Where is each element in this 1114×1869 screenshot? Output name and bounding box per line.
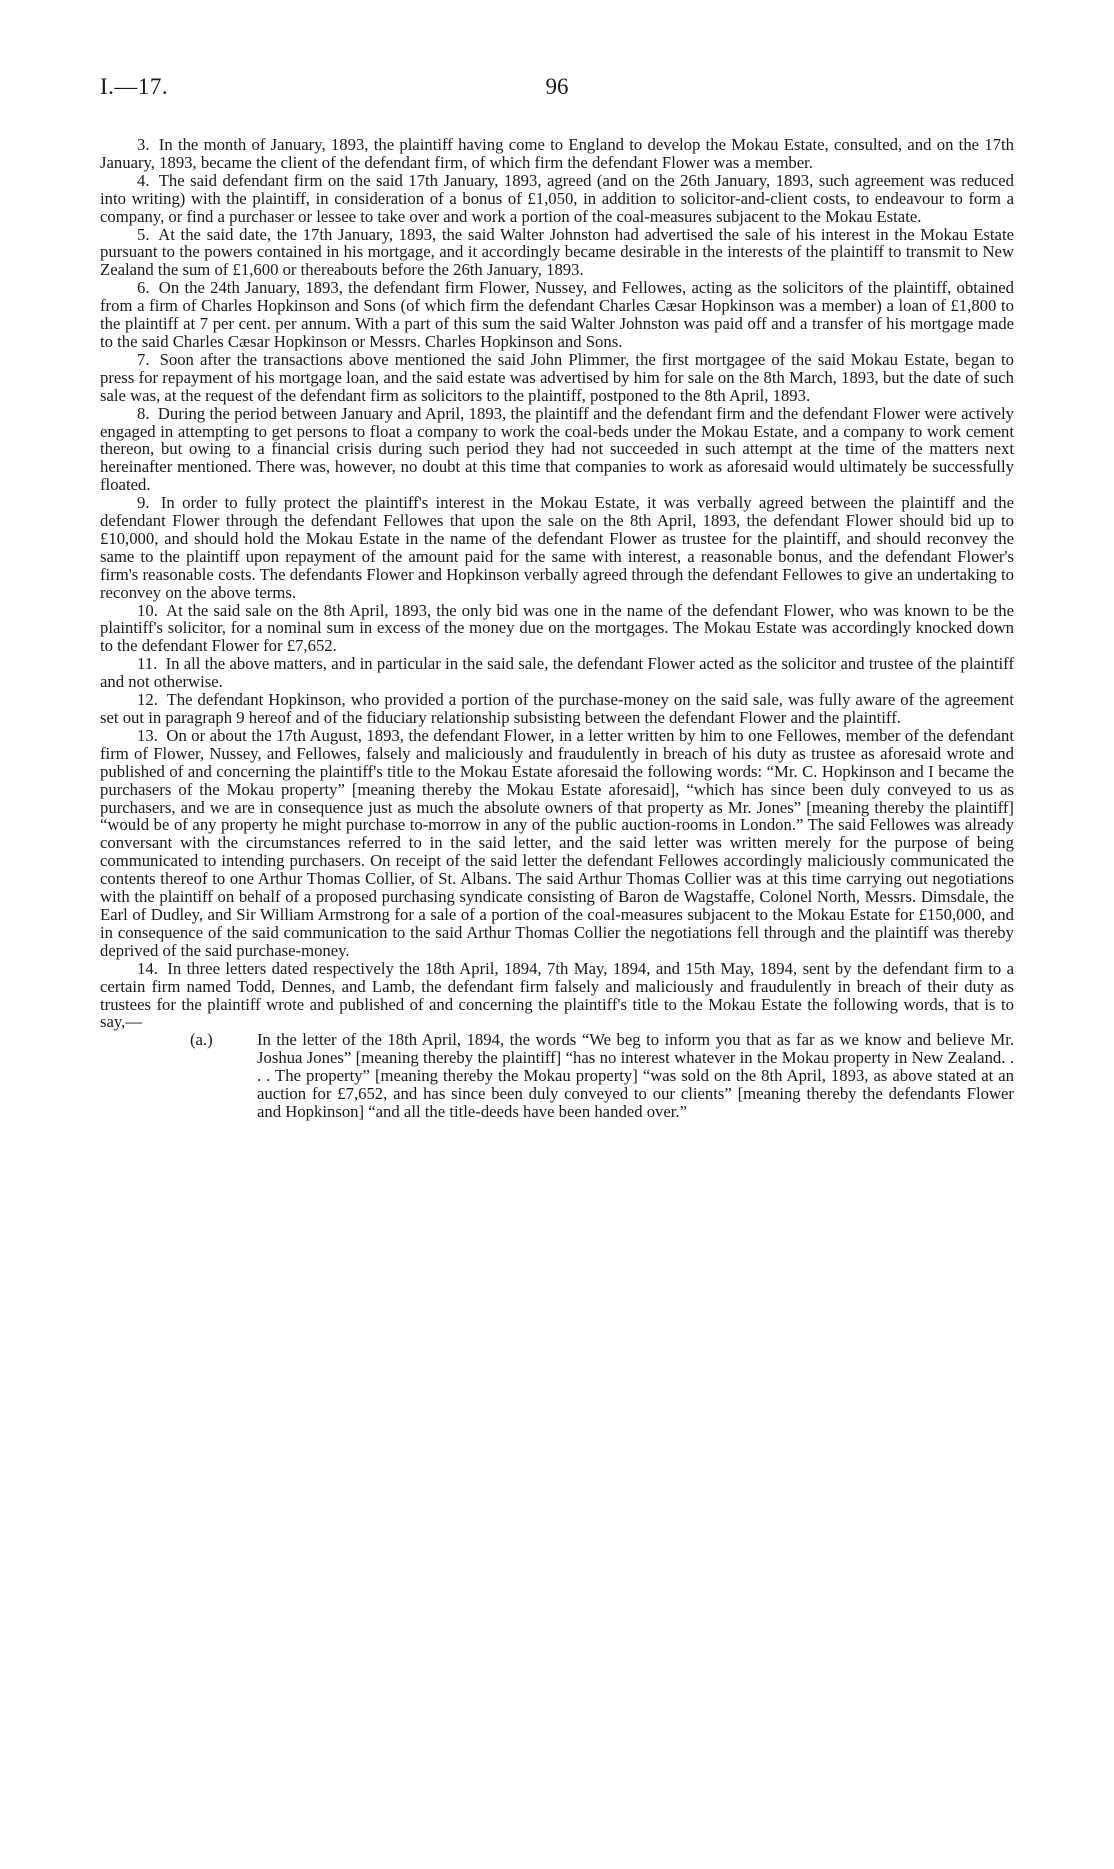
paragraph-10 (100, 602, 1014, 656)
paragraph-7 (100, 351, 1014, 405)
paragraph-number: 12. (137, 690, 158, 710)
paragraph-11 (100, 655, 1014, 691)
paragraph-number: 5. (137, 224, 150, 244)
paragraph-text: Soon after the transactions above mentioned the said John Plimmer, the first mortgagee of the said Mokau Estate, began to press for repayment of his mortgage loan, and the said estate was advertised by him for sale on the 8th March, 1893, but the date of such sale was, at the request of the defendant firm as solicitors to the plaintiff, postponed to the 8th April, 1893. (100, 349, 1014, 405)
paragraph-text: In the month of January, 1893, the plaintiff having come to England to develop the Mokau Estate, consulted, and on the 17th January, 1893, became the client of the defendant firm, of which firm the defendant Flower was a member. (100, 135, 1014, 172)
paragraph-number: 7. (137, 349, 150, 369)
paragraph-number: 9. (137, 493, 150, 513)
sub-paragraph-a (190, 1031, 1014, 1121)
paragraph-number: 14. (137, 958, 158, 978)
sub-paragraph-label: (a.) (190, 1030, 213, 1050)
paragraph-text: On or about the 17th August, 1893, the defendant Flower, in a letter written by him to one Fellowes, member of the defendant firm of Flower, Nussey, and Fellowes, falsely and maliciously and fraudulently in breach of his duty as trustee as aforesaid wrote and published of and concerning the plaintiff's title to the Mokau Estate aforesaid the following words: “Mr. C. Hopkinson and I became the purchasers of the Mokau property” [meaning thereby the Mokau Estate aforesaid], “which has since been duly conveyed to us as purchasers, and we are in consequence just as much the absolute owners of that property as Mr. Jones” [meaning thereby the plaintiff] “would be of any property he might purchase to-morrow in any of the public auction-rooms in London.” The said Fellowes was already conversant with the circumstances referred to in the said letter, and the said letter was written merely for the purpose of being communicated to intending purchasers. On receipt of the said letter the defendant Fellowes accordingly maliciously communicated the contents thereof to one Arthur Thomas Collier, of St. Albans. The said Arthur Thomas Collier was at this time carrying out negotiations with the plaintiff on behalf of a proposed purchasing syndicate consisting of Baron de Wagstaffe, Colonel North, Messrs. Dimsdale, the Earl of Dudley, and Sir William Armstrong for a sale of a portion of the coal-measures subjacent to the Mokau Estate for £150,000, and in consequence of the said communication to the said Arthur Thomas Collier the negotiations fell through and the plaintiff was thereby deprived of the said purchase-money. (100, 725, 1015, 960)
paragraph-text: At the said sale on the 8th April, 1893, the only bid was one in the name of the defendant Flower, who was known to be the plaintiff's solicitor, for a nominal sum in excess of the money due on the mortgages. The Mokau Estate was accordingly knocked down to the defendant Flower for £7,652. (100, 600, 1014, 656)
paragraph-text: In three letters dated respectively the 18th April, 1894, 7th May, 1894, and 15th May, 1894, sent by the defendant firm to a certain firm named Todd, Dennes, and Lamb, the defendant firm falsely and maliciously and fraudulently in breach of their duty as trustees for the plaintiff wrote and published of and concerning the plaintiff's title to the Mokau Estate the following words, that is to say,— (100, 958, 1015, 1032)
paragraph-9 (100, 494, 1014, 601)
body-text (100, 136, 1014, 1121)
paragraph-number: 11. (137, 654, 158, 674)
paragraph-text: The said defendant firm on the said 17th January, 1893, agreed (and on the 26th January, 1893, such agreement was reduced into writing) with the plaintiff, in consideration of a bonus of £1,050, in addition to solicitor-and-client costs, to endeavour to form a company, or find a purchaser or lessee to take over and work a portion of the coal-measures subjacent to the Mokau Estate. (100, 170, 1014, 226)
page-header (100, 74, 1014, 108)
paragraph-number: 13. (137, 725, 158, 745)
paragraph-text: In all the above matters, and in particular in the said sale, the defendant Flower acted as the solicitor and trustee of the plaintiff and not otherwise. (100, 654, 1014, 692)
paragraph-number: 3. (137, 135, 150, 154)
paragraph-5 (100, 226, 1014, 280)
document-reference: I.—17. (100, 74, 169, 99)
paragraph-number: 10. (137, 600, 158, 620)
paragraph-12 (100, 691, 1014, 727)
paragraph-text: During the period between January and April, 1893, the plaintiff and the defendant firm and the defendant Flower were actively engaged in attempting to get persons to float a company to work the coal-beds under the Mokau Estate, and a company to work cement thereon, but owing to a financial crisis during such period they had not succeeded in such attempt at the time of the matters next hereinafter mentioned. There was, however, no doubt at this time that companies to work as aforesaid would ultimately be successfully floated. (100, 403, 1015, 495)
paragraph-14 (100, 960, 1014, 1032)
paragraph-text: On the 24th January, 1893, the defendant firm Flower, Nussey, and Fellowes, acting as the solicitors of the plaintiff, obtained from a firm of Charles Hopkinson and Sons (of which firm the defendant Charles Cæsar Hopkinson was a member) a loan of £1,800 to the plaintiff at 7 per cent. per annum. With a part of this sum the said Walter Johnston was paid off and a transfer of his mortgage made to the said Charles Cæsar Hopkinson or Messrs. Charles Hopkinson and Sons. (100, 278, 1015, 351)
paragraph-text: In order to fully protect the plaintiff's interest in the Mokau Estate, it was verbally agreed between the plaintiff and the defendant Flower through the defendant Fellowes that upon the sale on the 8th April, 1893, the defendant Flower should bid up to £10,000, and should hold the Mokau Estate in the name of the defendant Flower as trustee for the plaintiff, and should reconvey the same to the plaintiff upon repayment of the amount paid for the same with interest, a reasonable bonus, and the defendant Flower's firm's reasonable costs. The defendants Flower and Hopkinson verbally agreed through the defendant Fellowes to give an undertaking to reconvey on the above terms. (100, 493, 1014, 602)
paragraph-number: 4. (137, 170, 150, 190)
paragraph-8 (100, 405, 1014, 495)
paragraph-number: 6. (137, 278, 150, 298)
page-number: 96 (545, 74, 569, 99)
paragraph-6 (100, 279, 1014, 351)
paragraph-4 (100, 172, 1014, 226)
paragraph-text: At the said date, the 17th January, 1893, the said Walter Johnston had advertised the sale of his interest in the Mokau Estate pursuant to the powers contained in his mortgage, and it accordingly became desirable in the interests of the plaintiff to transmit to New Zealand the sum of £1,600 or thereabouts before the 26th January, 1893. (100, 224, 1014, 280)
paragraph-3 (100, 136, 1014, 172)
paragraph-text: The defendant Hopkinson, who provided a portion of the purchase-money on the said sale, was fully aware of the agreement set out in paragraph 9 hereof and of the fiduciary relationship subsisting between the defendant Flower and the plaintiff. (100, 690, 1014, 727)
paragraph-13 (100, 727, 1014, 960)
paragraph-number: 8. (137, 403, 150, 423)
sub-paragraph-text: In the letter of the 18th April, 1894, the words “We beg to inform you that as far as we know and believe Mr. Joshua Jones” [meaning thereby the plaintiff] “has no interest whatever in the Mokau property in New Zealand. . . . The property” [meaning thereby the Mokau property] “was sold on the 8th April, 1893, as above stated at an auction for £7,652, and has since been duly conveyed to our clients” [meaning thereby the defendants Flower and Hopkinson] “and all the title-deeds have been handed over.” (257, 1030, 1014, 1121)
